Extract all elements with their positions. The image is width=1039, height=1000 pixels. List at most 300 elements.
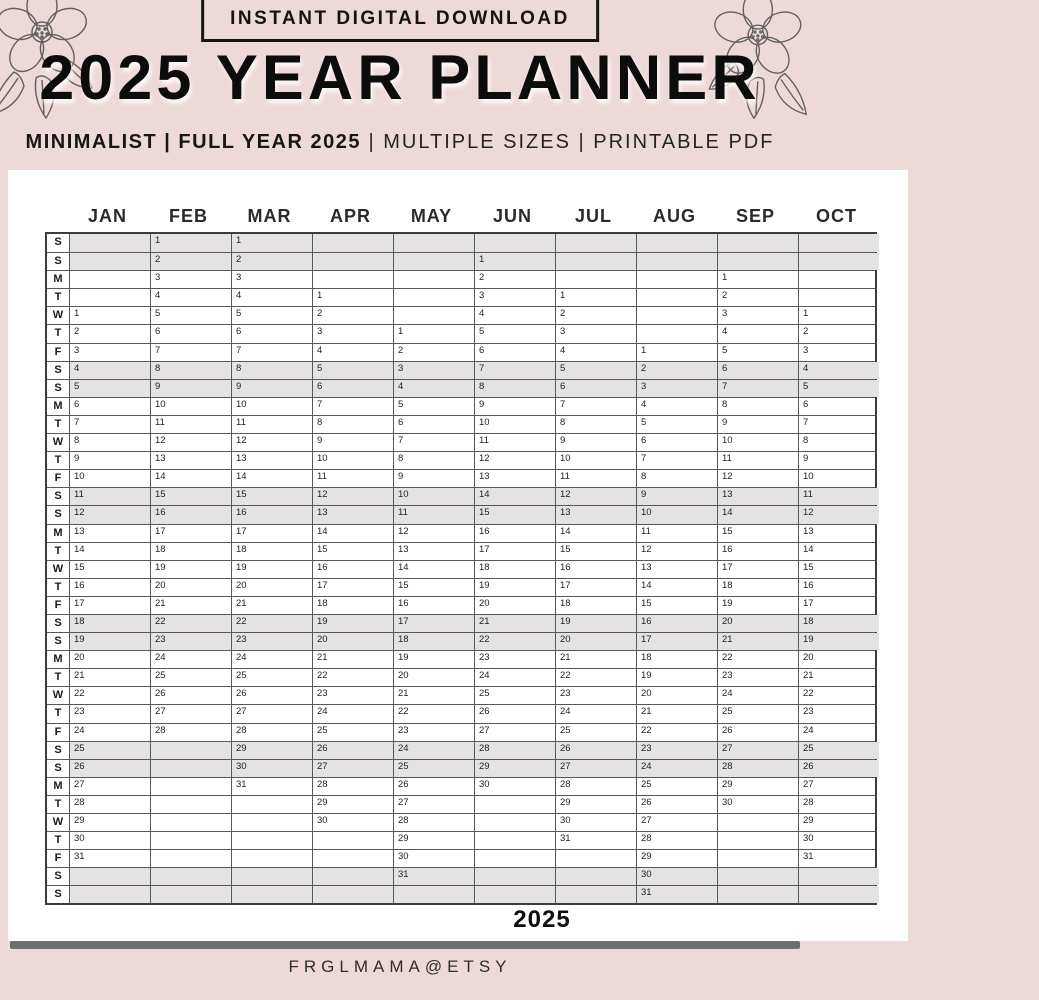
calendar-day-cell: 17	[231, 525, 312, 542]
calendar-row	[47, 252, 875, 270]
calendar-day-cell: 15	[798, 561, 879, 578]
calendar-day-cell: 19	[717, 597, 798, 614]
calendar-day-cell: 19	[231, 561, 312, 578]
calendar-day-cell: 27	[555, 760, 636, 777]
day-letter-cell: T	[47, 669, 69, 686]
calendar-day-cell: 11	[69, 488, 150, 505]
calendar-day-cell: 15	[555, 543, 636, 560]
calendar-day-cell: 18	[555, 597, 636, 614]
calendar-day-cell: 14	[798, 543, 879, 560]
calendar-day-cell: 8	[231, 362, 312, 379]
calendar-day-cell: 12	[798, 506, 879, 523]
calendar-row	[47, 505, 875, 523]
calendar-day-cell: 27	[474, 724, 555, 741]
day-letter-cell: S	[47, 253, 69, 270]
calendar-day-cell: 31	[555, 832, 636, 849]
calendar-day-cell: 12	[636, 543, 717, 560]
calendar-day-cell: 17	[69, 597, 150, 614]
calendar-row	[47, 668, 875, 686]
day-letter-cell: W	[47, 561, 69, 578]
calendar-day-cell: 6	[555, 380, 636, 397]
calendar-day-cell: 28	[69, 796, 150, 813]
calendar-day-cell: 25	[474, 687, 555, 704]
calendar-day-cell: 28	[636, 832, 717, 849]
calendar-row	[47, 234, 875, 252]
calendar-day-cell: 31	[69, 850, 150, 867]
calendar-row	[47, 343, 875, 361]
calendar-day-cell: 12	[69, 506, 150, 523]
calendar-day-cell: 23	[636, 742, 717, 759]
calendar-day-cell: 1	[555, 289, 636, 306]
day-letter-cell: S	[47, 488, 69, 505]
calendar-day-cell: 22	[150, 615, 231, 632]
calendar-day-cell: 1	[312, 289, 393, 306]
calendar-day-cell: 19	[150, 561, 231, 578]
day-letter-cell: M	[47, 525, 69, 542]
calendar-day-cell: 27	[69, 778, 150, 795]
calendar-day-cell: 8	[717, 398, 798, 415]
calendar-day-cell: 19	[393, 651, 474, 668]
calendar-day-cell: 31	[231, 778, 312, 795]
month-label-sep: SEP	[735, 206, 776, 226]
calendar-day-cell: 12	[555, 488, 636, 505]
calendar-day-cell: 8	[69, 434, 150, 451]
calendar-row	[47, 759, 875, 777]
calendar-day-cell: 14	[312, 525, 393, 542]
calendar-day-cell: 12	[231, 434, 312, 451]
calendar-day-cell: 6	[150, 325, 231, 342]
calendar-row	[47, 560, 875, 578]
calendar-day-cell: 5	[393, 398, 474, 415]
calendar-day-cell: 15	[69, 561, 150, 578]
calendar-day-cell: 24	[393, 742, 474, 759]
calendar-day-cell: 8	[150, 362, 231, 379]
calendar-day-cell: 26	[150, 687, 231, 704]
calendar-day-cell: 11	[555, 470, 636, 487]
calendar-day-cell: 18	[717, 579, 798, 596]
calendar-day-cell: 28	[555, 778, 636, 795]
calendar-day-cell	[636, 271, 717, 288]
calendar-day-cell: 21	[474, 615, 555, 632]
calendar-day-cell	[69, 234, 150, 252]
calendar-row	[47, 650, 875, 668]
calendar-day-cell: 30	[69, 832, 150, 849]
page-shadow	[10, 941, 800, 949]
calendar-day-cell: 10	[69, 470, 150, 487]
day-letter-cell: T	[47, 325, 69, 342]
calendar-day-cell: 17	[393, 615, 474, 632]
subtitle-regular-segment: | MULTIPLE SIZES | PRINTABLE PDF	[360, 131, 775, 153]
calendar-day-cell: 13	[393, 543, 474, 560]
calendar-day-cell: 23	[312, 687, 393, 704]
calendar-day-cell: 29	[69, 814, 150, 831]
calendar-day-cell: 20	[393, 669, 474, 686]
calendar-day-cell: 26	[636, 796, 717, 813]
calendar-day-cell: 23	[150, 633, 231, 650]
day-letter-cell: T	[47, 416, 69, 433]
calendar-day-cell: 25	[231, 669, 312, 686]
calendar-day-cell: 20	[555, 633, 636, 650]
calendar-row	[47, 270, 875, 288]
calendar-day-cell: 9	[69, 452, 150, 469]
calendar-day-cell: 14	[717, 506, 798, 523]
calendar-day-cell: 10	[555, 452, 636, 469]
month-header-row	[45, 206, 877, 227]
calendar-day-cell: 15	[312, 543, 393, 560]
calendar-day-cell	[717, 850, 798, 867]
calendar-day-cell	[636, 253, 717, 270]
calendar-day-cell: 12	[312, 488, 393, 505]
calendar-day-cell	[474, 796, 555, 813]
calendar-day-cell: 7	[717, 380, 798, 397]
calendar-day-cell: 16	[393, 597, 474, 614]
day-letter-cell: M	[47, 651, 69, 668]
calendar-row	[47, 795, 875, 813]
calendar-day-cell: 29	[636, 850, 717, 867]
calendar-row	[47, 542, 875, 560]
day-letter-cell: S	[47, 615, 69, 632]
calendar-day-cell: 4	[798, 362, 879, 379]
calendar-day-cell: 21	[717, 633, 798, 650]
calendar-day-cell: 22	[717, 651, 798, 668]
day-letter-cell: S	[47, 868, 69, 885]
calendar-day-cell: 15	[474, 506, 555, 523]
calendar-day-cell: 7	[474, 362, 555, 379]
calendar-day-cell: 19	[312, 615, 393, 632]
calendar-day-cell: 14	[393, 561, 474, 578]
calendar-day-cell: 2	[636, 362, 717, 379]
calendar-day-cell: 13	[555, 506, 636, 523]
calendar-row	[47, 885, 875, 903]
calendar-day-cell: 17	[798, 597, 879, 614]
calendar-day-cell: 16	[636, 615, 717, 632]
calendar-day-cell: 2	[555, 307, 636, 324]
calendar-day-cell: 15	[636, 597, 717, 614]
calendar-day-cell: 22	[393, 705, 474, 722]
calendar-day-cell: 10	[393, 488, 474, 505]
calendar-row	[47, 686, 875, 704]
calendar-day-cell: 3	[312, 325, 393, 342]
calendar-day-cell: 26	[717, 724, 798, 741]
calendar-day-cell: 13	[69, 525, 150, 542]
calendar-day-cell	[312, 271, 393, 288]
calendar-day-cell: 14	[69, 543, 150, 560]
calendar-day-cell	[555, 253, 636, 270]
calendar-row	[47, 813, 875, 831]
calendar-day-cell: 5	[717, 344, 798, 361]
calendar-day-cell: 1	[69, 307, 150, 324]
calendar-row	[47, 614, 875, 632]
calendar-day-cell: 17	[717, 561, 798, 578]
calendar-day-cell: 9	[231, 380, 312, 397]
calendar-day-cell: 18	[636, 651, 717, 668]
calendar-day-cell: 5	[231, 307, 312, 324]
calendar-day-cell: 29	[231, 742, 312, 759]
calendar-day-cell	[150, 778, 231, 795]
calendar-day-cell: 2	[717, 289, 798, 306]
calendar-day-cell: 18	[798, 615, 879, 632]
calendar-day-cell: 15	[717, 525, 798, 542]
calendar-day-cell: 5	[150, 307, 231, 324]
calendar-day-cell	[150, 814, 231, 831]
calendar-day-cell: 11	[231, 416, 312, 433]
calendar-day-cell: 16	[555, 561, 636, 578]
calendar-day-cell: 28	[798, 796, 879, 813]
calendar-day-cell: 28	[393, 814, 474, 831]
calendar-day-cell	[69, 868, 150, 885]
calendar-day-cell: 14	[636, 579, 717, 596]
day-letter-cell: M	[47, 398, 69, 415]
calendar-day-cell: 7	[150, 344, 231, 361]
calendar-day-cell	[312, 832, 393, 849]
calendar-day-cell: 2	[150, 253, 231, 270]
calendar-day-cell: 11	[717, 452, 798, 469]
calendar-day-cell	[150, 868, 231, 885]
calendar-row	[47, 487, 875, 505]
calendar-day-cell	[636, 307, 717, 324]
calendar-day-cell	[312, 253, 393, 270]
calendar-day-cell: 1	[798, 307, 879, 324]
calendar-day-cell: 5	[798, 380, 879, 397]
day-letter-cell: T	[47, 796, 69, 813]
calendar-day-cell: 1	[717, 271, 798, 288]
calendar-day-cell: 25	[69, 742, 150, 759]
calendar-day-cell: 3	[717, 307, 798, 324]
calendar-day-cell: 27	[150, 705, 231, 722]
calendar-day-cell: 14	[474, 488, 555, 505]
calendar-day-cell: 8	[636, 470, 717, 487]
calendar-day-cell: 24	[636, 760, 717, 777]
calendar-day-cell: 29	[717, 778, 798, 795]
calendar-day-cell	[150, 832, 231, 849]
calendar-day-cell: 14	[555, 525, 636, 542]
calendar-day-cell: 3	[798, 344, 879, 361]
calendar-day-cell: 5	[555, 362, 636, 379]
month-header-spacer	[45, 206, 67, 227]
calendar-day-cell: 21	[150, 597, 231, 614]
day-letter-cell: S	[47, 886, 69, 903]
calendar-day-cell: 8	[474, 380, 555, 397]
calendar-day-cell: 9	[717, 416, 798, 433]
calendar-day-cell: 25	[555, 724, 636, 741]
calendar-day-cell	[312, 234, 393, 252]
calendar-day-cell: 4	[231, 289, 312, 306]
calendar-day-cell: 29	[555, 796, 636, 813]
calendar-day-cell: 23	[69, 705, 150, 722]
calendar-day-cell	[717, 868, 798, 885]
calendar-day-cell: 9	[636, 488, 717, 505]
calendar-day-cell: 24	[312, 705, 393, 722]
calendar-day-cell: 16	[69, 579, 150, 596]
calendar-day-cell: 25	[798, 742, 879, 759]
calendar-row	[47, 831, 875, 849]
calendar-day-cell: 16	[798, 579, 879, 596]
calendar-day-cell: 27	[312, 760, 393, 777]
calendar-day-cell	[393, 234, 474, 252]
month-label-apr: APR	[329, 206, 371, 226]
calendar-day-cell: 27	[717, 742, 798, 759]
calendar-day-cell: 9	[150, 380, 231, 397]
calendar-day-cell	[717, 253, 798, 270]
calendar-day-cell: 22	[69, 687, 150, 704]
calendar-day-cell: 6	[798, 398, 879, 415]
calendar-day-cell: 3	[69, 344, 150, 361]
calendar-day-cell: 17	[474, 543, 555, 560]
calendar-day-cell: 17	[555, 579, 636, 596]
calendar-day-cell: 12	[717, 470, 798, 487]
day-letter-cell: S	[47, 742, 69, 759]
calendar-day-cell: 3	[636, 380, 717, 397]
calendar-day-cell	[555, 850, 636, 867]
calendar-day-cell: 30	[393, 850, 474, 867]
day-letter-cell: T	[47, 452, 69, 469]
calendar-day-cell	[717, 832, 798, 849]
month-label-oct: OCT	[816, 206, 857, 226]
calendar-day-cell: 3	[393, 362, 474, 379]
calendar-day-cell	[636, 325, 717, 342]
calendar-day-cell: 20	[798, 651, 879, 668]
calendar-day-cell	[474, 868, 555, 885]
calendar-day-cell: 5	[69, 380, 150, 397]
calendar-day-cell: 13	[312, 506, 393, 523]
day-letter-cell: F	[47, 850, 69, 867]
calendar-row	[47, 596, 875, 614]
calendar-day-cell	[231, 832, 312, 849]
calendar-day-cell: 4	[474, 307, 555, 324]
day-letter-cell: M	[47, 271, 69, 288]
calendar-day-cell: 8	[393, 452, 474, 469]
calendar-day-cell: 1	[636, 344, 717, 361]
day-letter-cell: T	[47, 832, 69, 849]
calendar-day-cell	[555, 234, 636, 252]
calendar-day-cell: 6	[312, 380, 393, 397]
calendar-day-cell: 7	[69, 416, 150, 433]
calendar-day-cell	[150, 760, 231, 777]
calendar-day-cell	[150, 742, 231, 759]
calendar-row	[47, 469, 875, 487]
day-letter-cell: T	[47, 705, 69, 722]
calendar-day-cell	[69, 886, 150, 903]
calendar-day-cell: 26	[474, 705, 555, 722]
calendar-day-cell: 26	[798, 760, 879, 777]
calendar-day-cell: 24	[474, 669, 555, 686]
calendar-day-cell	[474, 886, 555, 903]
calendar-day-cell: 2	[393, 344, 474, 361]
calendar-day-cell: 12	[150, 434, 231, 451]
calendar-day-cell: 30	[231, 760, 312, 777]
calendar-day-cell	[231, 814, 312, 831]
calendar-day-cell: 20	[69, 651, 150, 668]
calendar-day-cell: 30	[555, 814, 636, 831]
calendar-day-cell: 25	[717, 705, 798, 722]
calendar-day-cell: 29	[798, 814, 879, 831]
calendar-day-cell: 21	[231, 597, 312, 614]
calendar-day-cell: 10	[474, 416, 555, 433]
calendar-day-cell: 20	[636, 687, 717, 704]
calendar-day-cell: 14	[231, 470, 312, 487]
calendar-day-cell	[555, 868, 636, 885]
calendar-row	[47, 777, 875, 795]
calendar-day-cell: 23	[231, 633, 312, 650]
calendar-day-cell: 24	[717, 687, 798, 704]
calendar-day-cell: 4	[393, 380, 474, 397]
calendar-day-cell: 31	[798, 850, 879, 867]
calendar-day-cell: 9	[798, 452, 879, 469]
calendar-day-cell: 19	[69, 633, 150, 650]
day-letter-cell: S	[47, 633, 69, 650]
calendar-day-cell: 22	[798, 687, 879, 704]
calendar-day-cell: 24	[798, 724, 879, 741]
calendar-row	[47, 867, 875, 885]
calendar-day-cell: 16	[312, 561, 393, 578]
calendar-day-cell	[231, 868, 312, 885]
day-letter-cell: S	[47, 234, 69, 252]
calendar-day-cell: 13	[636, 561, 717, 578]
calendar-day-cell: 9	[555, 434, 636, 451]
calendar-day-cell: 2	[798, 325, 879, 342]
subtitle	[0, 131, 800, 154]
calendar-day-cell: 26	[69, 760, 150, 777]
calendar-day-cell: 11	[393, 506, 474, 523]
calendar-day-cell: 23	[555, 687, 636, 704]
calendar-day-cell: 28	[312, 778, 393, 795]
calendar-day-cell: 25	[393, 760, 474, 777]
calendar-day-cell: 19	[636, 669, 717, 686]
calendar-day-cell: 21	[636, 705, 717, 722]
calendar-row	[47, 723, 875, 741]
calendar-day-cell: 14	[150, 470, 231, 487]
calendar-day-cell: 25	[150, 669, 231, 686]
calendar-day-cell: 7	[636, 452, 717, 469]
calendar-day-cell	[393, 271, 474, 288]
calendar-day-cell: 18	[312, 597, 393, 614]
calendar-day-cell	[717, 234, 798, 252]
calendar-day-cell: 15	[150, 488, 231, 505]
calendar-day-cell: 30	[474, 778, 555, 795]
calendar-day-cell: 13	[798, 525, 879, 542]
calendar-day-cell: 22	[231, 615, 312, 632]
calendar-day-cell: 28	[717, 760, 798, 777]
calendar-row	[47, 741, 875, 759]
calendar-day-cell: 23	[474, 651, 555, 668]
calendar-day-cell: 16	[717, 543, 798, 560]
calendar-row	[47, 849, 875, 867]
calendar-day-cell: 7	[798, 416, 879, 433]
calendar-day-cell: 21	[312, 651, 393, 668]
calendar-day-cell: 22	[474, 633, 555, 650]
calendar-day-cell: 12	[474, 452, 555, 469]
calendar-day-cell: 18	[150, 543, 231, 560]
calendar-day-cell: 10	[231, 398, 312, 415]
calendar-day-cell: 20	[474, 597, 555, 614]
calendar-row	[47, 324, 875, 342]
calendar-day-cell: 6	[717, 362, 798, 379]
calendar-day-cell: 10	[312, 452, 393, 469]
day-letter-cell: S	[47, 506, 69, 523]
calendar-day-cell	[717, 814, 798, 831]
calendar-day-cell	[231, 886, 312, 903]
calendar-day-cell	[798, 234, 879, 252]
calendar-day-cell: 6	[231, 325, 312, 342]
calendar-day-cell: 9	[393, 470, 474, 487]
month-label-jun: JUN	[492, 206, 532, 226]
subtitle-bold-segment: MINIMALIST | FULL YEAR 2025	[25, 131, 361, 153]
calendar-day-cell: 1	[231, 234, 312, 252]
calendar-day-cell: 11	[636, 525, 717, 542]
calendar-day-cell: 8	[555, 416, 636, 433]
calendar-day-cell: 21	[393, 687, 474, 704]
calendar-day-cell	[312, 850, 393, 867]
